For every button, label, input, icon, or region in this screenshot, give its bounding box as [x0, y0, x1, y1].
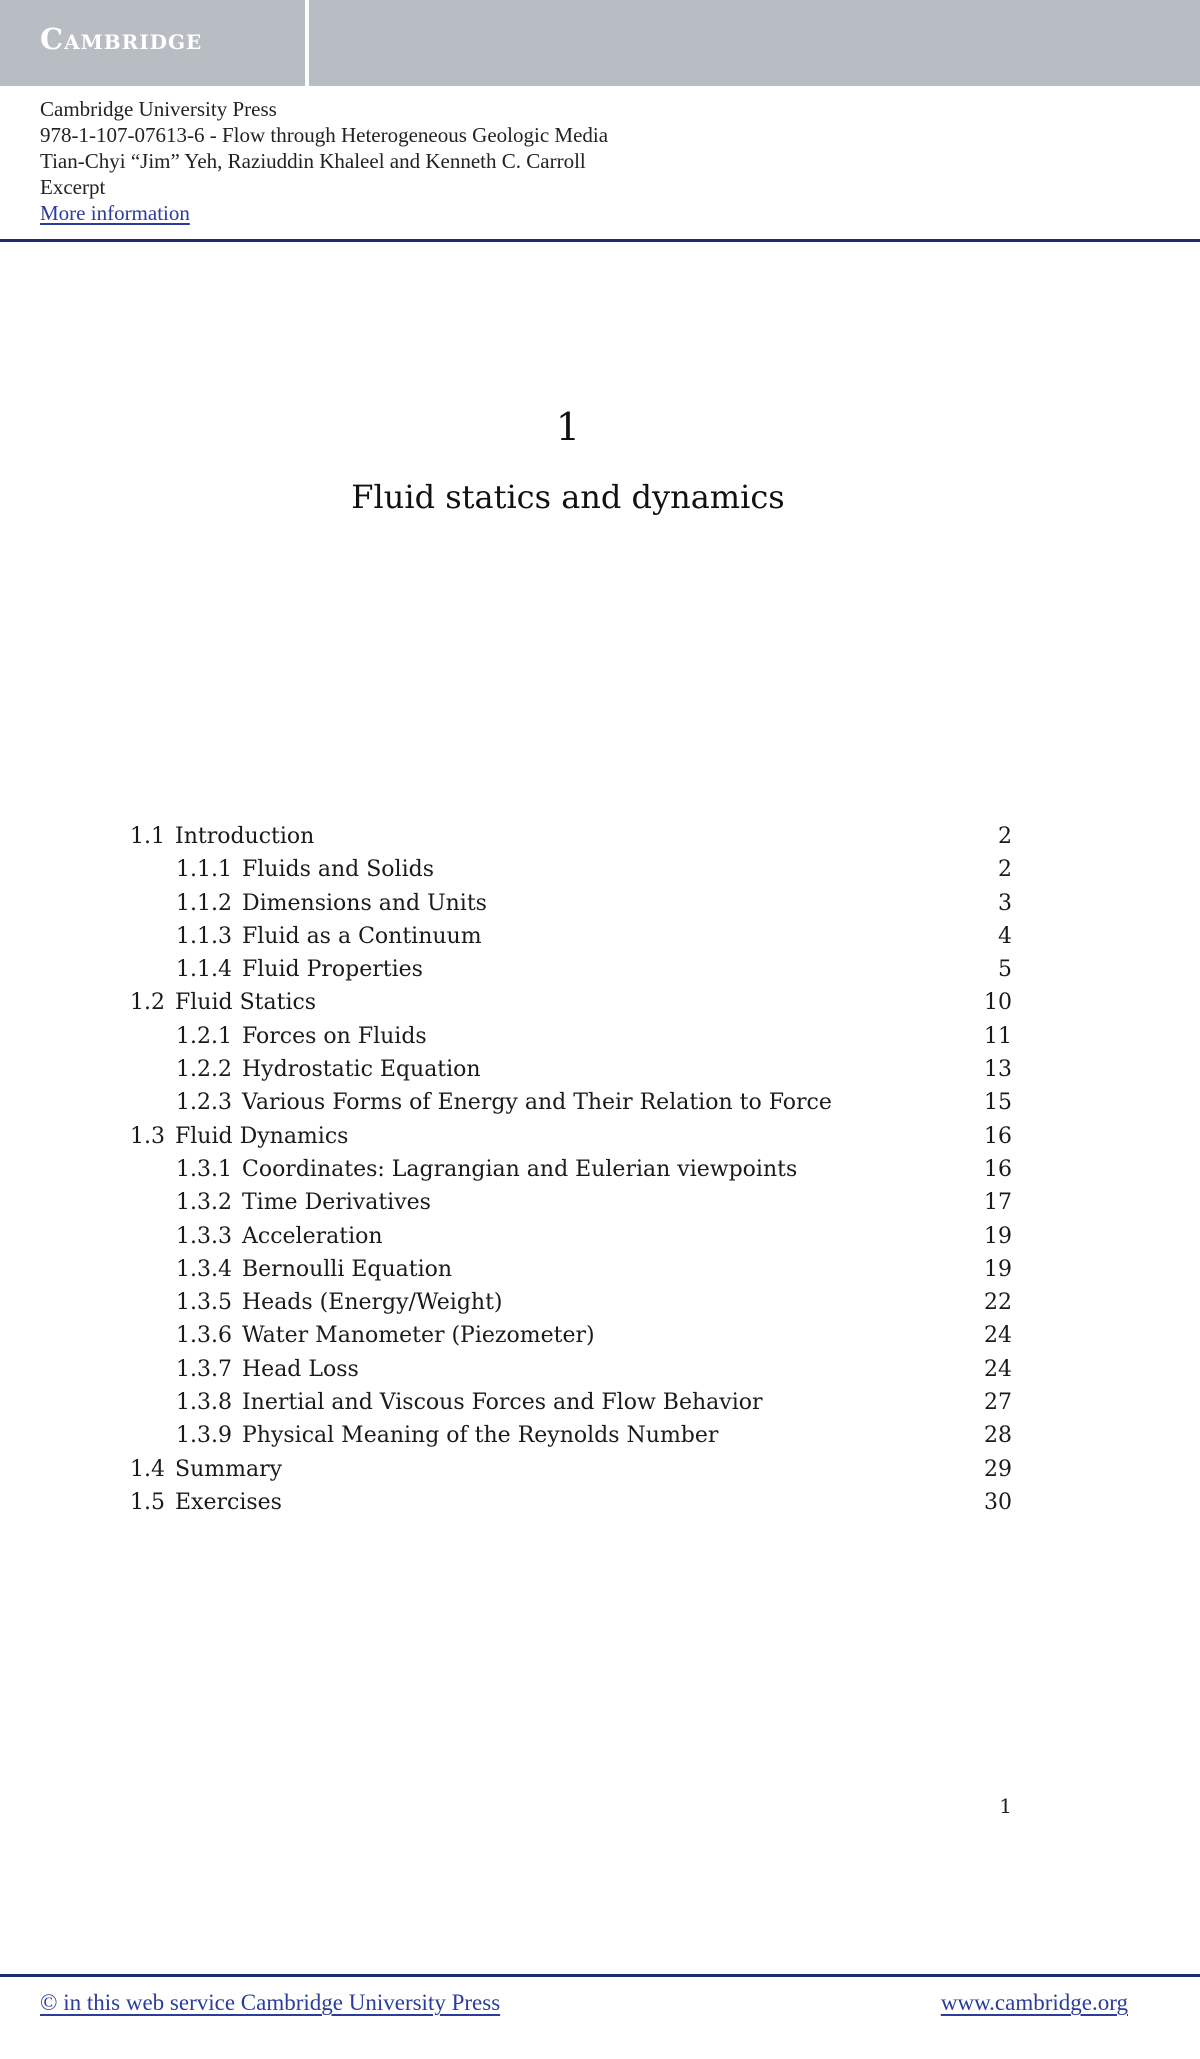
toc-entry-title: Time Derivatives [241, 1190, 431, 1216]
toc-entry-number: 1.2.2 [176, 1057, 232, 1083]
publisher-name: Cambridge University Press [40, 97, 277, 121]
toc-entry-title: Water Manometer (Piezometer) [241, 1323, 595, 1349]
toc-entry-title: Introduction [175, 824, 315, 849]
toc-entry-number: 1.2.3 [176, 1090, 232, 1116]
toc-subsection-row[interactable] [130, 953, 1012, 986]
toc-subsection-row[interactable] [130, 1286, 1012, 1319]
toc-section-row[interactable] [130, 986, 1012, 1019]
toc-entry-number: 1.2.1 [176, 1023, 232, 1049]
toc-subsection-row[interactable] [130, 1353, 1012, 1386]
toc-entry-page: 2 [998, 824, 1012, 849]
toc-entry-number: 1.3.2 [176, 1190, 232, 1216]
toc-entry-number: 1.5 [130, 1489, 165, 1515]
toc-entry-number: 1.3.6 [176, 1323, 232, 1349]
toc-entry-number: 1.1.1 [176, 857, 232, 883]
footer-rule [0, 1974, 1200, 1977]
toc-entry-number: 1.3.1 [176, 1156, 232, 1182]
toc-entry-number: 1.4 [130, 1456, 165, 1482]
toc-entry-number: 1.3.4 [176, 1256, 232, 1282]
toc-entry-title: Bernoulli Equation [241, 1256, 453, 1282]
toc-entry-number: 1.1.2 [176, 890, 232, 916]
toc-entry-title: Fluid Properties [241, 957, 423, 983]
toc-entry-title: Acceleration [241, 1223, 383, 1249]
toc-entry-page: 27 [984, 1390, 1012, 1416]
chapter-contents [130, 820, 1012, 1519]
toc-subsection-row[interactable] [130, 853, 1012, 886]
toc-entry-page: 2 [998, 857, 1012, 883]
toc-entry-title: Forces on Fluids [241, 1023, 427, 1049]
toc-entry-page: 15 [984, 1090, 1012, 1116]
toc-entry-page: 28 [984, 1423, 1012, 1449]
toc-entry-number: 1.1 [130, 824, 165, 849]
cambridge-logo[interactable]: Cambridge [40, 22, 203, 56]
toc-entry-page: 10 [984, 990, 1012, 1016]
toc-entry-title: Physical Meaning of the Reynolds Number [241, 1423, 719, 1449]
toc-entry-number: 1.3 [130, 1123, 165, 1149]
toc-entry-title: Fluid as a Continuum [241, 923, 482, 949]
toc-subsection-row[interactable] [130, 920, 1012, 953]
toc-subsection-row[interactable] [130, 1386, 1012, 1419]
toc-entry-page: 3 [998, 890, 1012, 916]
toc-section-row[interactable] [130, 820, 1012, 853]
toc-subsection-row[interactable] [130, 1053, 1012, 1086]
toc-section-row[interactable] [130, 1453, 1012, 1486]
toc-entry-number: 1.3.7 [176, 1356, 232, 1382]
toc-entry-number: 1.2 [130, 990, 165, 1016]
toc-entry-title: Hydrostatic Equation [241, 1057, 481, 1083]
toc-entry-page: 30 [984, 1489, 1012, 1515]
toc-entry-page: 5 [998, 957, 1012, 983]
toc-entry-page: 13 [984, 1057, 1012, 1083]
toc-subsection-row[interactable] [130, 1153, 1012, 1186]
page-number: 1 [999, 1794, 1012, 1818]
toc-entry-number: 1.1.4 [176, 957, 232, 983]
website-link[interactable]: www.cambridge.org [940, 1990, 1128, 2015]
book-isbn-title: 978-1-107-07613-6 - Flow through Heterogeneous Geologic Media [40, 123, 609, 147]
toc-entry-title: Fluids and Solids [241, 857, 434, 883]
excerpt-label: Excerpt [40, 175, 106, 199]
toc-subsection-row[interactable] [130, 887, 1012, 920]
toc-subsection-row[interactable] [130, 1319, 1012, 1352]
banner-divider [305, 0, 309, 86]
toc-entry-page: 22 [984, 1290, 1012, 1316]
book-authors: Tian-Chyi “Jim” Yeh, Raziuddin Khaleel and Kenneth C. Carroll [40, 149, 586, 173]
toc-entry-number: 1.3.3 [176, 1223, 232, 1249]
toc-entry-page: 16 [984, 1123, 1012, 1149]
chapter-title: Fluid statics and dynamics [351, 478, 785, 516]
toc-section-row[interactable] [130, 1486, 1012, 1519]
toc-entry-title: Various Forms of Energy and Their Relation to Force [241, 1090, 832, 1116]
toc-entry-title: Exercises [175, 1489, 282, 1515]
toc-entry-title: Inertial and Viscous Forces and Flow Behavior [241, 1390, 763, 1416]
toc-subsection-row[interactable] [130, 1220, 1012, 1253]
toc-subsection-row[interactable] [130, 1186, 1012, 1219]
toc-subsection-row[interactable] [130, 1419, 1012, 1452]
toc-subsection-row[interactable] [130, 1253, 1012, 1286]
toc-entry-page: 16 [984, 1156, 1012, 1182]
toc-entry-page: 19 [984, 1223, 1012, 1249]
toc-entry-page: 4 [998, 923, 1012, 949]
copyright-link[interactable]: © in this web service Cambridge University Press [40, 1990, 501, 2015]
toc-entry-title: Head Loss [241, 1356, 359, 1382]
toc-entry-title: Dimensions and Units [241, 890, 487, 916]
toc-entry-page: 19 [984, 1256, 1012, 1282]
toc-entry-title: Coordinates: Lagrangian and Eulerian viewpoints [241, 1156, 798, 1182]
toc-entry-page: 11 [984, 1023, 1012, 1049]
toc-entry-page: 24 [984, 1356, 1012, 1382]
toc-entry-title: Summary [175, 1456, 283, 1482]
toc-entry-page: 29 [984, 1456, 1012, 1482]
toc-entry-number: 1.3.8 [176, 1390, 232, 1416]
toc-entry-title: Heads (Energy/Weight) [241, 1290, 503, 1316]
toc-subsection-row[interactable] [130, 1086, 1012, 1119]
header-banner [0, 0, 1200, 86]
toc-entry-number: 1.3.5 [176, 1290, 232, 1316]
toc-entry-page: 17 [984, 1190, 1012, 1216]
toc-entry-page: 24 [984, 1323, 1012, 1349]
toc-subsection-row[interactable] [130, 1020, 1012, 1053]
toc-entry-number: 1.3.9 [176, 1423, 232, 1449]
chapter-number: 1 [555, 405, 581, 449]
book-info [40, 96, 608, 226]
toc-entry-title: Fluid Dynamics [175, 1123, 349, 1149]
toc-entry-title: Fluid Statics [175, 990, 317, 1016]
toc-entry-number: 1.1.3 [176, 923, 232, 949]
header-rule [0, 239, 1200, 242]
more-information-link[interactable]: More information [40, 201, 190, 225]
toc-section-row[interactable] [130, 1120, 1012, 1153]
